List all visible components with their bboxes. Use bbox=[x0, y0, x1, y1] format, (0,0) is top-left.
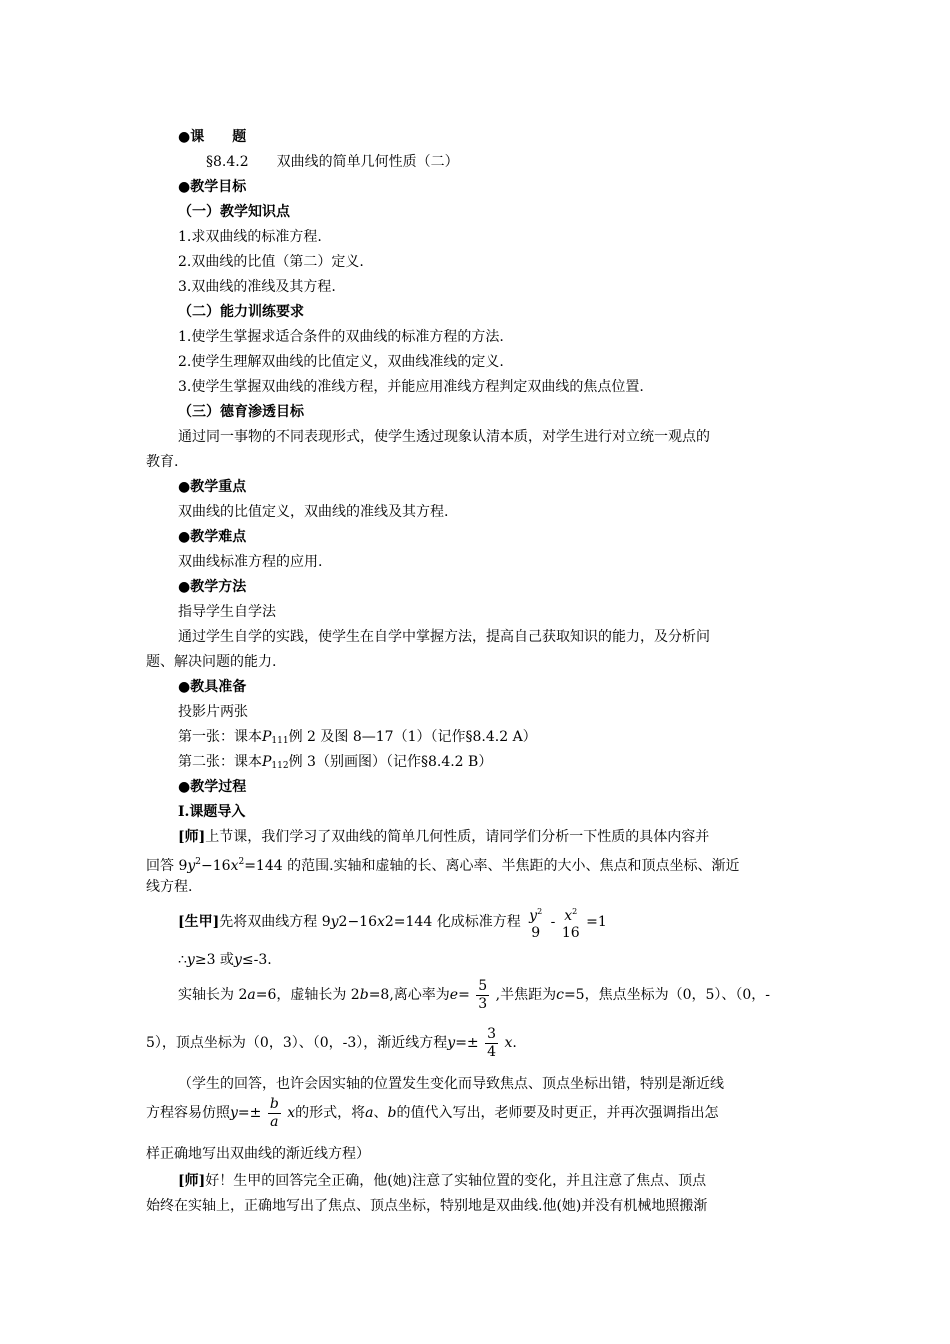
note-line: （学生的回答，也许会因实轴的位置发生变化而导致焦点、顶点坐标出错，特别是渐近线 bbox=[178, 1076, 724, 1092]
method-text: 题、解决问题的能力. bbox=[146, 654, 277, 670]
heading-method: ●教学方法 bbox=[178, 579, 247, 595]
teacher-line: 始终在实轴上，正确地写出了焦点、顶点坐标，特别地是双曲线.他(她)并没有机械地照搬渐 bbox=[146, 1198, 708, 1214]
slide-two: 第二张：课本$P_{112}$例 3（别画图）（记作§8.4.2 B） bbox=[178, 754, 493, 771]
ability-item: 3.使学生掌握双曲线的准线方程，并能应用准线方程判定双曲线的焦点位置. bbox=[178, 379, 644, 395]
heading-tools: ●教具准备 bbox=[178, 679, 247, 695]
heading-goals: ●教学目标 bbox=[178, 179, 247, 195]
heading-difficulties: ●教学难点 bbox=[178, 529, 247, 545]
knowledge-item: 2.双曲线的比值（第二）定义. bbox=[178, 254, 364, 270]
note-line: 方程容易仿照y=± $\frac{b}{a}$ x的形式，将a、b的值代入写出，老师要及时更正，并再次强调指出怎 bbox=[146, 1095, 719, 1130]
student-answer-equation: [生甲]先将双曲线方程 9y2−16x2=144 化成标准方程 $y^2$ 9 - $x^2$ 16 =1 bbox=[178, 902, 607, 942]
heading-key-points: ●教学重点 bbox=[178, 479, 247, 495]
difficulties-text: 双曲线标准方程的应用. bbox=[178, 554, 323, 570]
method-text: 通过学生自学的实践，使学生在自学中掌握方法，提高自己获取知识的能力，及分析问 bbox=[178, 629, 710, 645]
knowledge-item: 1.求双曲线的标准方程. bbox=[178, 229, 322, 245]
knowledge-item: 3.双曲线的准线及其方程. bbox=[178, 279, 336, 295]
fraction-y2-over-9: $y^2$ 9 bbox=[529, 906, 543, 941]
teacher-line: 线方程. bbox=[146, 879, 193, 895]
topic-line: §8.4.2 双曲线的简单几何性质（二） bbox=[206, 154, 459, 170]
slide-one: 第一张：课本$P_{111}$例 2 及图 8—17（1）（记作§8.4.2 A） bbox=[178, 729, 537, 746]
results-line: 5），顶点坐标为（0，3）、（0，-3），渐近线方程y=± $\frac{3}{4}$ x. bbox=[146, 1025, 517, 1060]
heading-topic: ●课 题 bbox=[178, 129, 247, 145]
subheading-ability: （二）能力训练要求 bbox=[178, 304, 304, 320]
results-line: 实轴长为 2a=6，虚轴长为 2b=8,离心率为e= $\frac{5}{3}$ ,半焦距为c=5，焦点坐标为（0，5）、（0，- bbox=[178, 977, 771, 1012]
teacher-line: [师]上节课，我们学习了双曲线的简单几何性质，请同学们分析一下性质的具体内容并 bbox=[178, 829, 710, 845]
subheading-knowledge: （一）教学知识点 bbox=[178, 204, 290, 220]
teacher-line: [师]好！生甲的回答完全正确，他(她)注意了实轴位置的变化，并且注意了焦点、顶点 bbox=[178, 1173, 707, 1189]
method-name: 指导学生自学法 bbox=[178, 604, 276, 620]
heading-process: ●教学过程 bbox=[178, 779, 247, 795]
tools-text: 投影片两张 bbox=[178, 704, 248, 720]
fraction-b-over-a: $\frac{b}{a}$ bbox=[269, 1095, 279, 1130]
key-points-text: 双曲线的比值定义，双曲线的准线及其方程. bbox=[178, 504, 449, 520]
teacher-line: 回答 $9y^2-16x^2=144$ 的范围.实轴和虚轴的长、离心率、半焦距的大小、焦点和顶点坐标、渐近 bbox=[146, 857, 740, 874]
note-line: 样正确地写出双曲线的渐近线方程） bbox=[146, 1146, 370, 1162]
part-intro: Ⅰ.课题导入 bbox=[178, 804, 246, 820]
fraction-3-over-4: $\frac{3}{4}$ bbox=[487, 1025, 497, 1060]
moral-text: 通过同一事物的不同表现形式，使学生透过现象认清本质，对学生进行对立统一观点的 bbox=[178, 429, 710, 445]
moral-text: 教育. bbox=[146, 454, 179, 470]
subheading-moral: （三）德育渗透目标 bbox=[178, 404, 304, 420]
fraction-x2-over-16: $x^2$ 16 bbox=[561, 906, 580, 941]
ability-item: 1.使学生掌握求适合条件的双曲线的标准方程的方法. bbox=[178, 329, 504, 345]
ability-item: 2.使学生理解双曲线的比值定义，双曲线准线的定义. bbox=[178, 354, 504, 370]
fraction-5-over-3: $\frac{5}{3}$ bbox=[478, 977, 488, 1012]
range-result: ∴y≥3 或y≤-3. bbox=[178, 952, 272, 968]
